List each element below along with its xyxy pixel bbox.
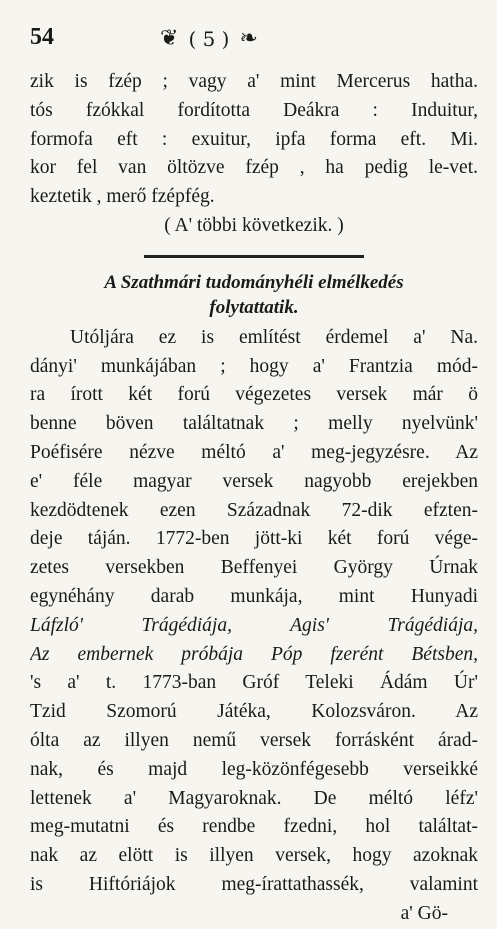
text-line: egynéhány darab munkája, mint Hunyadi <box>30 585 478 607</box>
continuation-note: ( A' többi következik. ) <box>164 214 344 236</box>
page-body <box>30 68 478 929</box>
text-line: lettenek a' Magyaroknak. De méltó léfz' <box>30 787 478 809</box>
paragraph-main <box>30 324 478 929</box>
text-line: deje táján. 1772-ben jött-ki két forú vége- <box>30 528 478 550</box>
page-header <box>30 22 480 62</box>
paragraph-continued <box>30 68 478 241</box>
text-line: Utóljára ez is említést érdemel a' Na. <box>70 326 478 348</box>
text-line: benne böven találtatnak ; melly nyelvünk' <box>30 413 478 435</box>
text-line: nak az elött is illyen versek, hogy azoknak <box>30 845 478 867</box>
text-line: formofa eft : exuitur, ipfa forma eft. Mi. <box>30 128 478 150</box>
text-line: is Hiftóriájok meg-írattathassék, valamint <box>30 873 478 895</box>
text-line: Poéfisére nézve méltó a' meg-jegyzésre. Az <box>30 441 478 463</box>
section-heading-line2: folytattatik. <box>209 296 299 318</box>
fleuron-left-icon: ❦ <box>160 26 179 51</box>
text-line: ra írott két forú végezetes versek már ö <box>30 384 478 406</box>
text-line: meg-mutatni és rendbe fzedni, hol találtat- <box>30 816 478 838</box>
text-line: zetes versekben Beffenyei György Úrnak <box>30 557 478 579</box>
section-heading-line1: A Szathmári tudományhéli elmélkedés <box>104 271 404 293</box>
text-line: kor fel van öltözve fzép , ha pedig le-vet. <box>30 157 478 179</box>
text-line: e' féle magyar versek nagyobb erejekben <box>30 470 478 492</box>
header-ornament <box>160 26 258 51</box>
page-number: 54 <box>30 24 54 50</box>
text-line: Tzid Szomorú Játéka, Kolozsváron. Az <box>30 701 478 723</box>
section-heading <box>30 270 478 320</box>
text-line: nak, és majd leg-közönfégesebb verseikké <box>30 758 478 780</box>
text-line: 's a' t. 1773-ban Gróf Teleki Ádám Úr' <box>30 672 478 694</box>
text-line: kezdödtenek ezen Századnak 72-dik efzten- <box>30 499 478 521</box>
fleuron-right-icon: ❧ <box>239 26 258 51</box>
text-line: keztetik , merő fzépfég. <box>30 186 215 208</box>
signature-mark: ( 5 ) <box>188 26 230 51</box>
catchword: a' Gö- <box>400 902 448 924</box>
text-line: Az embernek próbája Póp fzerént Bétsben, <box>30 643 478 665</box>
text-line: dányi' munkájában ; hogy a' Frantzia mód- <box>30 355 478 377</box>
section-divider <box>144 255 364 258</box>
text-line: Láfzló' Trágédiája, Agis' Trágédiája, <box>30 614 478 636</box>
text-line: ólta az illyen nemű versek forrásként árad- <box>30 729 478 751</box>
text-line: tós fzókkal fordította Deákra : Induitur, <box>30 99 478 121</box>
text-line: zik is fzép ; vagy a' mint Mercerus hatha. <box>30 71 478 92</box>
